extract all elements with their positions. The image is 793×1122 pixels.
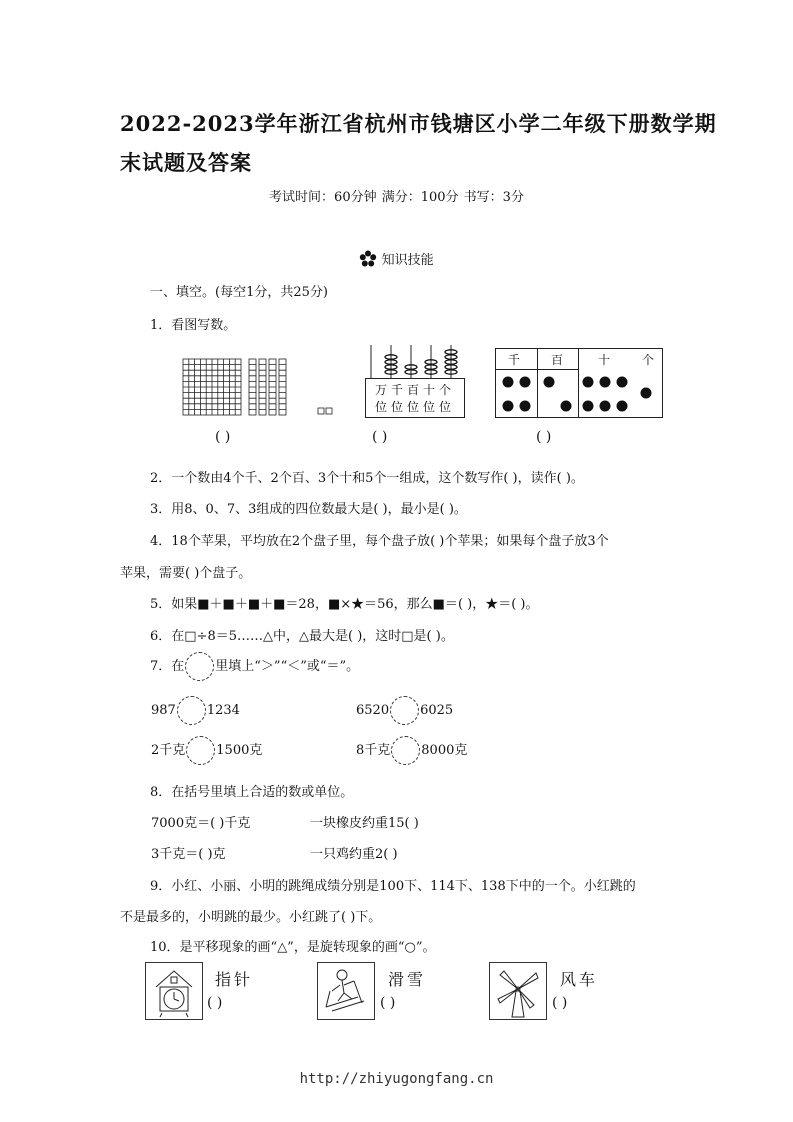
q7-pre: 7．在 (150, 659, 185, 674)
q10-label-3: 风车 (560, 970, 599, 989)
title-line-2: 末试题及答案 (120, 150, 252, 175)
q8-item-2: 一块橡皮约重15( ) (310, 816, 419, 831)
q10-answer-1[interactable]: ( ) (207, 995, 223, 1011)
q1-answer-1[interactable]: ( ) (215, 429, 231, 445)
header-ones: 个 (642, 353, 655, 367)
q5-text: 5．如果■＋■＋■＋■＝28，■×★＝56，那么■＝( )，★＝( )。 (150, 597, 539, 612)
exam-meta: 考试时间：60分钟 满分：100分 书写：3分 (269, 190, 524, 205)
abacus-figure (363, 343, 467, 383)
q1-answer-3[interactable]: ( ) (536, 429, 552, 445)
q4-text-a: 4．18个苹果，平均放在2个盘子里，每个盘子放( )个苹果；如果每个盘子放3个 (150, 534, 609, 549)
windmill-icon (489, 962, 547, 1020)
header-hundreds: 百 (551, 353, 564, 367)
q1-text: 1．看图写数。 (150, 318, 237, 333)
compare-circle-2[interactable] (390, 696, 419, 725)
compare-circle-3[interactable] (186, 736, 215, 765)
flower-icon (359, 250, 377, 272)
section-header (0, 249, 793, 272)
q6-text: 6．在□÷8＝5……△中，△最大是( )，这时□是( )。 (150, 629, 454, 644)
title-line-1: 2022-2023学年浙江省杭州市钱塘区小学二年级下册数学期 (120, 111, 717, 136)
abacus-label-top: 万千百十个 (374, 383, 455, 397)
dots (496, 349, 662, 417)
q10-answer-3[interactable]: ( ) (552, 995, 568, 1011)
abacus-label-bottom: 位位位位位 (374, 400, 455, 414)
header-thousands: 千 (508, 353, 521, 367)
q10-text: 10．是平移现象的画“△”，是旋转现象的画“○”。 (150, 940, 436, 955)
header-tens: 十 (598, 353, 611, 367)
q9-text-b: 不是最多的，小明跳的最少。小红跳了( )下。 (120, 910, 382, 925)
compare-circle (185, 652, 214, 681)
q7-post: 里填上“＞”“＜”或“＝”。 (215, 659, 360, 674)
compare-circle-4[interactable] (391, 736, 420, 765)
q2-text: 2．一个数由4个千、2个百、3个十和5个一组成，这个数写作( )，读作( )。 (150, 471, 584, 486)
q9-text-a: 9．小红、小丽、小明的跳绳成绩分别是100下、114下、138下中的一个。小红跳的 (150, 879, 636, 894)
section-title: 知识技能 (381, 253, 434, 268)
q8-item-4: 一只鸡约重2( ) (310, 847, 398, 862)
q10-label-1: 指针 (215, 970, 254, 989)
skier-icon (317, 962, 375, 1020)
place-value-table (495, 348, 663, 418)
q7-item-4: 8千克 8000克 (356, 736, 467, 765)
abacus-label-box (365, 378, 465, 418)
q8-item-1: 7000克＝( )千克 (151, 816, 251, 831)
q8-item-3: 3千克＝( )克 (151, 847, 226, 862)
q3-text: 3．用8、0、7、3组成的四位数最大是( )，最小是( )。 (150, 502, 467, 517)
q7-item-1: 987 1234 (151, 696, 240, 725)
compare-circle-1[interactable] (177, 696, 206, 725)
q8-text: 8．在括号里填上合适的数或单位。 (150, 785, 354, 800)
q10-label-2: 滑雪 (388, 970, 427, 989)
q7-item-2: 6520 6025 (356, 696, 453, 725)
footer-url: http://zhiyugongfang.cn (299, 1071, 494, 1087)
clock-icon (145, 962, 203, 1020)
q7-heading (150, 652, 359, 681)
part1-heading: 一、填空。(每空1分，共25分) (150, 285, 328, 300)
q7-item-3: 2千克 1500克 (151, 736, 262, 765)
q4-text-b: 苹果，需要( )个盘子。 (120, 566, 252, 581)
blocks-figure (181, 357, 341, 423)
q1-answer-2[interactable]: ( ) (372, 429, 388, 445)
q10-answer-2[interactable]: ( ) (380, 995, 396, 1011)
